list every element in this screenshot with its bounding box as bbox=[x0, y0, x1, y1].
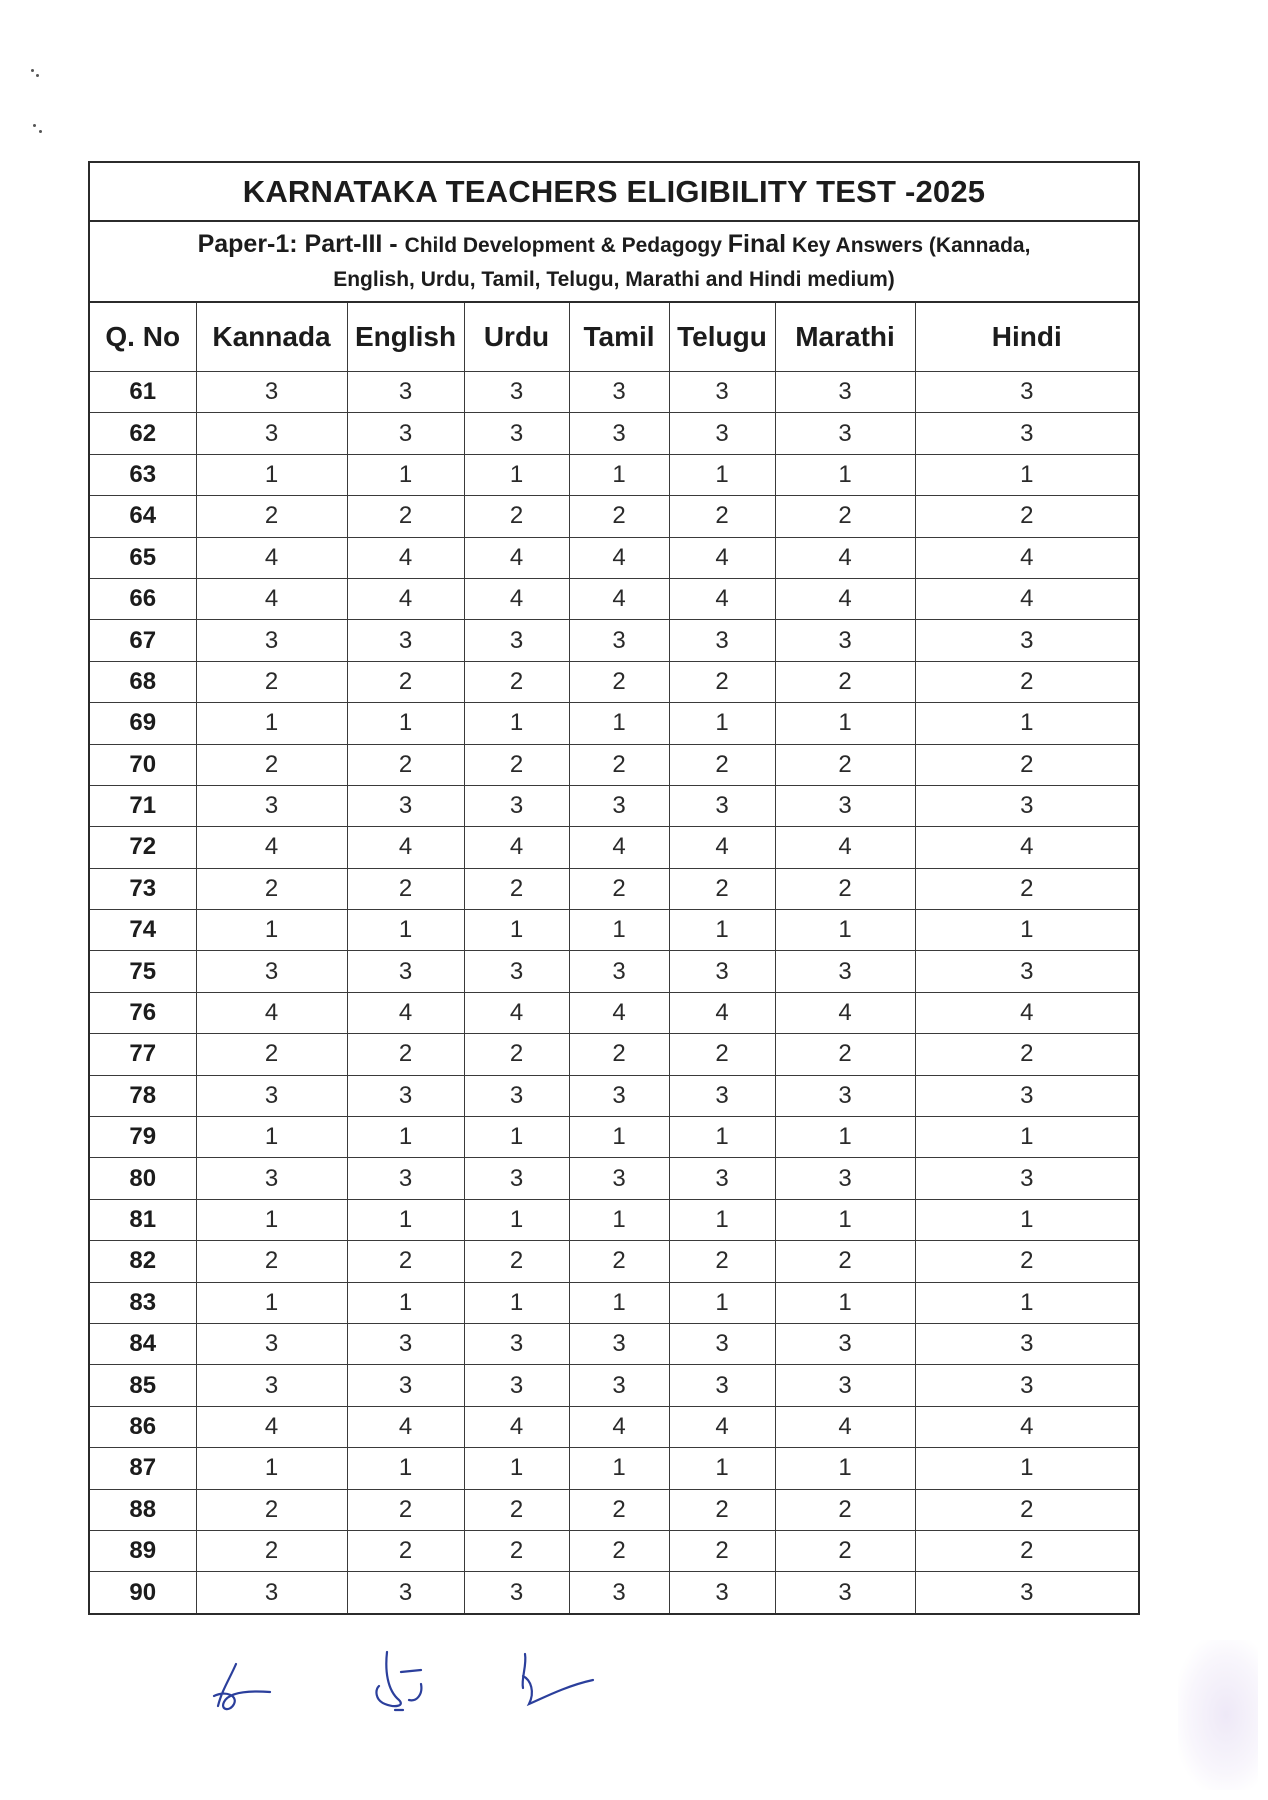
answer-marathi: 3 bbox=[775, 1075, 915, 1116]
answer-telugu: 4 bbox=[669, 827, 775, 868]
answer-kannada: 2 bbox=[196, 661, 347, 702]
answer-telugu: 1 bbox=[669, 703, 775, 744]
answer-kannada: 2 bbox=[196, 496, 347, 537]
answer-english: 3 bbox=[347, 951, 464, 992]
answer-marathi: 2 bbox=[775, 1241, 915, 1282]
answer-kannada: 1 bbox=[196, 1199, 347, 1240]
answer-kannada: 4 bbox=[196, 537, 347, 578]
answer-tamil: 4 bbox=[569, 537, 669, 578]
answer-tamil: 1 bbox=[569, 910, 669, 951]
answer-english: 2 bbox=[347, 868, 464, 909]
answer-kannada: 2 bbox=[196, 1530, 347, 1571]
table-row bbox=[90, 661, 1138, 702]
question-number: 71 bbox=[90, 785, 196, 826]
answer-marathi: 4 bbox=[775, 1406, 915, 1447]
answer-english: 4 bbox=[347, 578, 464, 619]
answer-tamil: 2 bbox=[569, 1034, 669, 1075]
answer-urdu: 3 bbox=[464, 1365, 569, 1406]
answer-marathi: 2 bbox=[775, 1530, 915, 1571]
answer-marathi: 1 bbox=[775, 1448, 915, 1489]
answer-english: 4 bbox=[347, 827, 464, 868]
table-row bbox=[90, 1241, 1138, 1282]
answer-urdu: 1 bbox=[464, 1282, 569, 1323]
answer-urdu: 2 bbox=[464, 1489, 569, 1530]
answer-telugu: 2 bbox=[669, 496, 775, 537]
answer-english: 3 bbox=[347, 620, 464, 661]
answer-kannada: 1 bbox=[196, 910, 347, 951]
answer-english: 3 bbox=[347, 413, 464, 454]
question-number: 62 bbox=[90, 413, 196, 454]
table-row bbox=[90, 951, 1138, 992]
answer-tamil: 3 bbox=[569, 1158, 669, 1199]
answer-tamil: 3 bbox=[569, 785, 669, 826]
answer-urdu: 1 bbox=[464, 1117, 569, 1158]
answer-marathi: 4 bbox=[775, 992, 915, 1033]
table-row bbox=[90, 1489, 1138, 1530]
question-number: 75 bbox=[90, 951, 196, 992]
scan-speck bbox=[39, 130, 42, 133]
answer-telugu: 3 bbox=[669, 1158, 775, 1199]
answer-urdu: 2 bbox=[464, 661, 569, 702]
answer-english: 2 bbox=[347, 744, 464, 785]
answer-marathi: 4 bbox=[775, 827, 915, 868]
subtitle-line-1 bbox=[198, 227, 1031, 263]
answer-marathi: 2 bbox=[775, 496, 915, 537]
answer-hindi: 1 bbox=[915, 1199, 1138, 1240]
answer-english: 2 bbox=[347, 1489, 464, 1530]
answer-english: 2 bbox=[347, 661, 464, 702]
table-row bbox=[90, 1117, 1138, 1158]
table-row bbox=[90, 1448, 1138, 1489]
answer-english: 2 bbox=[347, 1530, 464, 1571]
answer-english: 3 bbox=[347, 1572, 464, 1613]
answer-hindi: 3 bbox=[915, 1158, 1138, 1199]
answer-urdu: 2 bbox=[464, 868, 569, 909]
answer-tamil: 2 bbox=[569, 661, 669, 702]
answer-english: 1 bbox=[347, 1117, 464, 1158]
table-row bbox=[90, 372, 1138, 413]
answer-hindi: 3 bbox=[915, 372, 1138, 413]
answer-tamil: 2 bbox=[569, 1530, 669, 1571]
answer-telugu: 4 bbox=[669, 992, 775, 1033]
table-row bbox=[90, 827, 1138, 868]
question-number: 61 bbox=[90, 372, 196, 413]
answer-marathi: 1 bbox=[775, 703, 915, 744]
answer-telugu: 2 bbox=[669, 1530, 775, 1571]
answer-hindi: 1 bbox=[915, 703, 1138, 744]
answer-marathi: 1 bbox=[775, 1199, 915, 1240]
column-header-hindi: Hindi bbox=[915, 303, 1138, 372]
table-row bbox=[90, 703, 1138, 744]
question-number: 74 bbox=[90, 910, 196, 951]
answer-marathi: 3 bbox=[775, 1158, 915, 1199]
answer-kannada: 2 bbox=[196, 744, 347, 785]
answer-hindi: 3 bbox=[915, 1365, 1138, 1406]
answer-english: 4 bbox=[347, 1406, 464, 1447]
answer-telugu: 2 bbox=[669, 1241, 775, 1282]
table-row bbox=[90, 1530, 1138, 1571]
question-number: 73 bbox=[90, 868, 196, 909]
answer-hindi: 3 bbox=[915, 951, 1138, 992]
answer-urdu: 2 bbox=[464, 744, 569, 785]
table-row bbox=[90, 1199, 1138, 1240]
answer-tamil: 1 bbox=[569, 454, 669, 495]
answer-urdu: 1 bbox=[464, 1448, 569, 1489]
answer-telugu: 2 bbox=[669, 1489, 775, 1530]
question-number: 82 bbox=[90, 1241, 196, 1282]
answer-tamil: 2 bbox=[569, 496, 669, 537]
answer-english: 4 bbox=[347, 537, 464, 578]
answer-kannada: 1 bbox=[196, 454, 347, 495]
key-answers-label: Key Answers (Kannada, bbox=[786, 233, 1031, 257]
paper-label: Paper-1: Part-III - bbox=[197, 229, 405, 258]
answer-marathi: 2 bbox=[775, 661, 915, 702]
answer-telugu: 1 bbox=[669, 910, 775, 951]
table-row bbox=[90, 1572, 1138, 1613]
answer-telugu: 1 bbox=[669, 1117, 775, 1158]
answer-english: 3 bbox=[347, 1323, 464, 1364]
answer-urdu: 1 bbox=[464, 454, 569, 495]
question-number: 65 bbox=[90, 537, 196, 578]
column-header-urdu: Urdu bbox=[464, 303, 569, 372]
answer-english: 3 bbox=[347, 372, 464, 413]
question-number: 63 bbox=[90, 454, 196, 495]
answer-kannada: 1 bbox=[196, 703, 347, 744]
final-label: Final bbox=[727, 229, 787, 258]
answer-hindi: 3 bbox=[915, 785, 1138, 826]
answer-telugu: 3 bbox=[669, 1365, 775, 1406]
answer-kannada: 1 bbox=[196, 1117, 347, 1158]
answer-telugu: 2 bbox=[669, 744, 775, 785]
answer-telugu: 2 bbox=[669, 661, 775, 702]
answer-kannada: 3 bbox=[196, 372, 347, 413]
answer-urdu: 3 bbox=[464, 620, 569, 661]
answer-kannada: 2 bbox=[196, 868, 347, 909]
question-number: 64 bbox=[90, 496, 196, 537]
answer-kannada: 2 bbox=[196, 1241, 347, 1282]
subject-label: Child Development & Pedagogy bbox=[404, 233, 728, 257]
answer-kannada: 1 bbox=[196, 1448, 347, 1489]
answer-tamil: 3 bbox=[569, 951, 669, 992]
question-number: 79 bbox=[90, 1117, 196, 1158]
scan-smudge bbox=[1178, 1640, 1258, 1790]
answer-tamil: 3 bbox=[569, 620, 669, 661]
signature-2 bbox=[365, 1650, 437, 1716]
answer-english: 4 bbox=[347, 992, 464, 1033]
answer-hindi: 2 bbox=[915, 1034, 1138, 1075]
answer-tamil: 4 bbox=[569, 827, 669, 868]
answer-tamil: 2 bbox=[569, 1489, 669, 1530]
question-number: 86 bbox=[90, 1406, 196, 1447]
question-number: 66 bbox=[90, 578, 196, 619]
answer-urdu: 3 bbox=[464, 413, 569, 454]
answer-key-table bbox=[90, 303, 1138, 1613]
answer-marathi: 2 bbox=[775, 1034, 915, 1075]
answer-hindi: 2 bbox=[915, 661, 1138, 702]
scan-speck bbox=[36, 74, 39, 77]
answer-marathi: 1 bbox=[775, 910, 915, 951]
subtitle-line-2: English, Urdu, Tamil, Telugu, Marathi and Hindi medium) bbox=[333, 267, 895, 291]
table-row bbox=[90, 868, 1138, 909]
answer-english: 3 bbox=[347, 1158, 464, 1199]
answer-marathi: 4 bbox=[775, 578, 915, 619]
answer-kannada: 3 bbox=[196, 1075, 347, 1116]
answer-english: 3 bbox=[347, 1075, 464, 1116]
answer-kannada: 3 bbox=[196, 1365, 347, 1406]
answer-english: 1 bbox=[347, 1199, 464, 1240]
answer-hindi: 4 bbox=[915, 827, 1138, 868]
answer-tamil: 3 bbox=[569, 1365, 669, 1406]
table-row bbox=[90, 537, 1138, 578]
table-row bbox=[90, 496, 1138, 537]
column-header-telugu: Telugu bbox=[669, 303, 775, 372]
answer-telugu: 4 bbox=[669, 578, 775, 619]
answer-kannada: 3 bbox=[196, 413, 347, 454]
answer-tamil: 1 bbox=[569, 1199, 669, 1240]
answer-telugu: 1 bbox=[669, 1199, 775, 1240]
answer-telugu: 1 bbox=[669, 454, 775, 495]
answer-urdu: 4 bbox=[464, 992, 569, 1033]
answer-urdu: 3 bbox=[464, 1158, 569, 1199]
question-number: 70 bbox=[90, 744, 196, 785]
answer-urdu: 4 bbox=[464, 578, 569, 619]
column-header-qno: Q. No bbox=[90, 303, 196, 372]
answer-marathi: 1 bbox=[775, 454, 915, 495]
title-text: KARNATAKA TEACHERS ELIGIBILITY TEST -2025 bbox=[242, 173, 986, 209]
answer-urdu: 3 bbox=[464, 1572, 569, 1613]
answer-tamil: 3 bbox=[569, 413, 669, 454]
answer-telugu: 3 bbox=[669, 1075, 775, 1116]
answer-kannada: 4 bbox=[196, 992, 347, 1033]
answer-urdu: 3 bbox=[464, 1075, 569, 1116]
question-number: 72 bbox=[90, 827, 196, 868]
answer-marathi: 4 bbox=[775, 537, 915, 578]
answer-marathi: 2 bbox=[775, 1489, 915, 1530]
column-header-tamil: Tamil bbox=[569, 303, 669, 372]
answer-urdu: 1 bbox=[464, 1199, 569, 1240]
answer-kannada: 3 bbox=[196, 1572, 347, 1613]
answer-tamil: 2 bbox=[569, 1241, 669, 1282]
answer-marathi: 2 bbox=[775, 868, 915, 909]
table-row bbox=[90, 413, 1138, 454]
answer-tamil: 3 bbox=[569, 372, 669, 413]
answer-tamil: 2 bbox=[569, 868, 669, 909]
table-row bbox=[90, 1034, 1138, 1075]
answer-hindi: 3 bbox=[915, 1572, 1138, 1613]
scan-speck bbox=[31, 69, 34, 72]
answer-marathi: 3 bbox=[775, 785, 915, 826]
answer-tamil: 3 bbox=[569, 1075, 669, 1116]
answer-hindi: 3 bbox=[915, 413, 1138, 454]
question-number: 89 bbox=[90, 1530, 196, 1571]
answer-hindi: 1 bbox=[915, 1448, 1138, 1489]
answer-kannada: 3 bbox=[196, 785, 347, 826]
table-row bbox=[90, 454, 1138, 495]
table-row bbox=[90, 1323, 1138, 1364]
question-number: 80 bbox=[90, 1158, 196, 1199]
signature-1 bbox=[208, 1660, 278, 1716]
question-number: 90 bbox=[90, 1572, 196, 1613]
column-header-marathi: Marathi bbox=[775, 303, 915, 372]
answer-hindi: 1 bbox=[915, 910, 1138, 951]
answer-urdu: 3 bbox=[464, 951, 569, 992]
question-number: 69 bbox=[90, 703, 196, 744]
answer-telugu: 3 bbox=[669, 620, 775, 661]
answer-marathi: 3 bbox=[775, 951, 915, 992]
table-row bbox=[90, 1406, 1138, 1447]
table-row bbox=[90, 744, 1138, 785]
document-title bbox=[90, 163, 1138, 222]
table-row bbox=[90, 910, 1138, 951]
answer-hindi: 1 bbox=[915, 1117, 1138, 1158]
answer-urdu: 2 bbox=[464, 496, 569, 537]
answer-hindi: 3 bbox=[915, 1323, 1138, 1364]
question-number: 68 bbox=[90, 661, 196, 702]
answer-tamil: 3 bbox=[569, 1323, 669, 1364]
answer-urdu: 3 bbox=[464, 785, 569, 826]
answer-hindi: 2 bbox=[915, 868, 1138, 909]
answer-kannada: 3 bbox=[196, 620, 347, 661]
answer-telugu: 4 bbox=[669, 537, 775, 578]
answer-hindi: 2 bbox=[915, 1241, 1138, 1282]
answer-tamil: 4 bbox=[569, 992, 669, 1033]
answer-english: 3 bbox=[347, 785, 464, 826]
answer-telugu: 3 bbox=[669, 1572, 775, 1613]
table-row bbox=[90, 1282, 1138, 1323]
answer-hindi: 4 bbox=[915, 1406, 1138, 1447]
question-number: 77 bbox=[90, 1034, 196, 1075]
question-number: 84 bbox=[90, 1323, 196, 1364]
answer-marathi: 3 bbox=[775, 372, 915, 413]
question-number: 81 bbox=[90, 1199, 196, 1240]
answer-kannada: 2 bbox=[196, 1034, 347, 1075]
answer-tamil: 4 bbox=[569, 1406, 669, 1447]
answer-urdu: 4 bbox=[464, 1406, 569, 1447]
question-number: 85 bbox=[90, 1365, 196, 1406]
answer-urdu: 1 bbox=[464, 910, 569, 951]
answer-hindi: 3 bbox=[915, 1075, 1138, 1116]
answer-english: 1 bbox=[347, 1448, 464, 1489]
table-row bbox=[90, 1158, 1138, 1199]
question-number: 76 bbox=[90, 992, 196, 1033]
question-number: 78 bbox=[90, 1075, 196, 1116]
answer-english: 2 bbox=[347, 1241, 464, 1282]
answer-telugu: 2 bbox=[669, 868, 775, 909]
table-row bbox=[90, 1075, 1138, 1116]
answer-telugu: 4 bbox=[669, 1406, 775, 1447]
answer-hindi: 2 bbox=[915, 744, 1138, 785]
answer-kannada: 2 bbox=[196, 1489, 347, 1530]
answer-urdu: 2 bbox=[464, 1530, 569, 1571]
table-row bbox=[90, 992, 1138, 1033]
answer-telugu: 3 bbox=[669, 785, 775, 826]
signature-3 bbox=[515, 1652, 595, 1712]
table-header-row bbox=[90, 303, 1138, 372]
question-number: 67 bbox=[90, 620, 196, 661]
answer-urdu: 4 bbox=[464, 537, 569, 578]
answer-marathi: 1 bbox=[775, 1117, 915, 1158]
question-number: 87 bbox=[90, 1448, 196, 1489]
answer-tamil: 2 bbox=[569, 744, 669, 785]
answer-marathi: 3 bbox=[775, 1323, 915, 1364]
question-number: 88 bbox=[90, 1489, 196, 1530]
answer-hindi: 3 bbox=[915, 620, 1138, 661]
answer-marathi: 3 bbox=[775, 1572, 915, 1613]
answer-marathi: 2 bbox=[775, 744, 915, 785]
answer-kannada: 3 bbox=[196, 1323, 347, 1364]
answer-tamil: 3 bbox=[569, 1572, 669, 1613]
answer-urdu: 2 bbox=[464, 1034, 569, 1075]
answer-english: 1 bbox=[347, 703, 464, 744]
answer-marathi: 3 bbox=[775, 413, 915, 454]
answer-telugu: 1 bbox=[669, 1448, 775, 1489]
table-row bbox=[90, 578, 1138, 619]
answer-hindi: 1 bbox=[915, 454, 1138, 495]
table-row bbox=[90, 620, 1138, 661]
answer-hindi: 1 bbox=[915, 1282, 1138, 1323]
answer-urdu: 1 bbox=[464, 703, 569, 744]
column-header-kannada: Kannada bbox=[196, 303, 347, 372]
answer-urdu: 4 bbox=[464, 827, 569, 868]
answer-hindi: 2 bbox=[915, 496, 1138, 537]
answer-marathi: 3 bbox=[775, 620, 915, 661]
column-header-english: English bbox=[347, 303, 464, 372]
answer-kannada: 4 bbox=[196, 578, 347, 619]
answer-tamil: 1 bbox=[569, 703, 669, 744]
answer-tamil: 4 bbox=[569, 578, 669, 619]
answer-key-sheet bbox=[88, 161, 1140, 1615]
answer-telugu: 3 bbox=[669, 951, 775, 992]
answer-telugu: 3 bbox=[669, 1323, 775, 1364]
answer-urdu: 2 bbox=[464, 1241, 569, 1282]
answer-english: 1 bbox=[347, 910, 464, 951]
scan-speck bbox=[33, 124, 36, 127]
answer-english: 2 bbox=[347, 1034, 464, 1075]
answer-telugu: 3 bbox=[669, 413, 775, 454]
answer-kannada: 1 bbox=[196, 1282, 347, 1323]
answer-telugu: 2 bbox=[669, 1034, 775, 1075]
answer-hindi: 4 bbox=[915, 537, 1138, 578]
answer-english: 1 bbox=[347, 1282, 464, 1323]
question-number: 83 bbox=[90, 1282, 196, 1323]
answer-tamil: 1 bbox=[569, 1282, 669, 1323]
answer-english: 2 bbox=[347, 496, 464, 537]
answer-english: 1 bbox=[347, 454, 464, 495]
answer-marathi: 1 bbox=[775, 1282, 915, 1323]
answer-hindi: 4 bbox=[915, 992, 1138, 1033]
answer-kannada: 4 bbox=[196, 1406, 347, 1447]
answer-kannada: 3 bbox=[196, 1158, 347, 1199]
answer-tamil: 1 bbox=[569, 1448, 669, 1489]
answer-urdu: 3 bbox=[464, 372, 569, 413]
answer-hindi: 4 bbox=[915, 578, 1138, 619]
answer-tamil: 1 bbox=[569, 1117, 669, 1158]
answer-telugu: 1 bbox=[669, 1282, 775, 1323]
answer-kannada: 3 bbox=[196, 951, 347, 992]
answer-marathi: 3 bbox=[775, 1365, 915, 1406]
answer-english: 3 bbox=[347, 1365, 464, 1406]
table-row bbox=[90, 1365, 1138, 1406]
document-subtitle bbox=[90, 222, 1138, 303]
answer-telugu: 3 bbox=[669, 372, 775, 413]
answer-urdu: 3 bbox=[464, 1323, 569, 1364]
answer-hindi: 2 bbox=[915, 1489, 1138, 1530]
answer-hindi: 2 bbox=[915, 1530, 1138, 1571]
answer-kannada: 4 bbox=[196, 827, 347, 868]
table-row bbox=[90, 785, 1138, 826]
